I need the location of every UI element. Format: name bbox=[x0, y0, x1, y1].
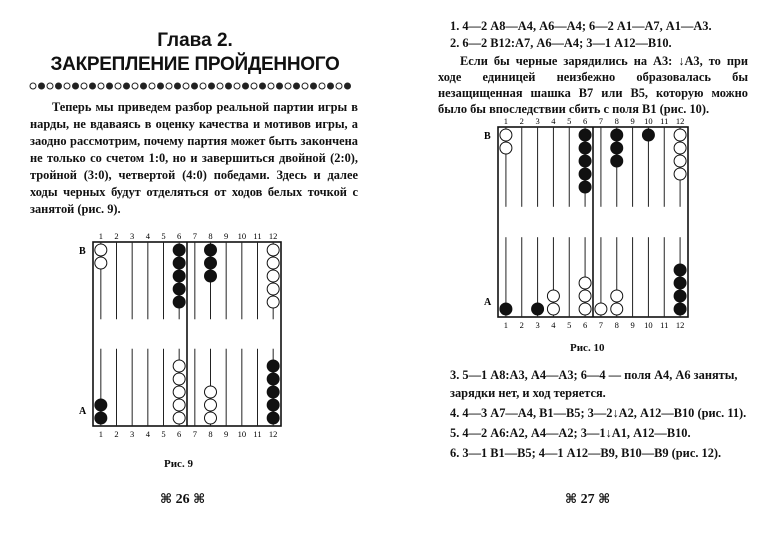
ornament-icon: ⌘ bbox=[598, 492, 611, 507]
white-checker bbox=[173, 399, 185, 411]
white-checker bbox=[205, 386, 217, 398]
white-checker bbox=[95, 244, 107, 256]
column-label-top: 7 bbox=[598, 116, 604, 126]
row-label-bottom: А bbox=[79, 406, 87, 417]
divider-dot bbox=[81, 83, 87, 89]
column-label-top: 12 bbox=[675, 116, 685, 126]
white-checker bbox=[173, 373, 185, 385]
page-number-footer bbox=[160, 492, 205, 508]
explanation-block bbox=[438, 53, 748, 117]
column-label-top: 3 bbox=[130, 231, 135, 241]
column-label-top: 4 bbox=[145, 231, 150, 241]
black-checker bbox=[579, 129, 591, 141]
white-checker bbox=[674, 168, 686, 180]
divider-dot bbox=[217, 83, 223, 89]
chapter-subtitle: ЗАКРЕПЛЕНИЕ ПРОЙДЕННОГО bbox=[50, 54, 340, 75]
divider-dot bbox=[251, 83, 257, 89]
black-checker bbox=[205, 257, 217, 269]
move-line: 6. 3—1 В1—В5; 4—1 А12—В9, В10—В9 (рис. 12). bbox=[450, 446, 722, 460]
ornament-icon: ⌘ bbox=[565, 492, 578, 507]
left-page bbox=[0, 0, 390, 540]
black-checker bbox=[611, 155, 623, 167]
black-checker bbox=[267, 399, 279, 411]
figure-caption: Рис. 10 bbox=[570, 342, 605, 354]
black-checker bbox=[173, 270, 185, 282]
divider-dot bbox=[234, 83, 240, 89]
right-page bbox=[390, 0, 781, 540]
column-label-bottom: 10 bbox=[644, 320, 653, 330]
backgammon-board-figure-10 bbox=[480, 113, 692, 331]
divider-dot bbox=[30, 83, 36, 89]
black-checker bbox=[173, 257, 185, 269]
column-label-bottom: 7 bbox=[598, 320, 604, 330]
black-checker bbox=[267, 360, 279, 372]
black-checker bbox=[173, 296, 185, 308]
black-checker bbox=[611, 142, 623, 154]
column-label-bottom: 8 bbox=[208, 429, 213, 439]
black-checker bbox=[579, 155, 591, 167]
move-line: 2. 6—2 В12:А7, А6—А4; 3—1 А12—В10. bbox=[450, 36, 672, 50]
divider-dot bbox=[319, 83, 325, 89]
column-label-bottom: 9 bbox=[224, 429, 229, 439]
column-label-top: 5 bbox=[161, 231, 166, 241]
divider-dot bbox=[200, 83, 206, 89]
divider-dot bbox=[98, 83, 104, 89]
column-label-bottom: 12 bbox=[675, 320, 685, 330]
divider-dot bbox=[124, 83, 130, 89]
divider-dot bbox=[90, 83, 96, 89]
column-label-top: 3 bbox=[535, 116, 540, 126]
column-label-bottom: 1 bbox=[503, 320, 509, 330]
column-label-top: 4 bbox=[551, 116, 556, 126]
column-label-bottom: 9 bbox=[630, 320, 635, 330]
divider-dot bbox=[141, 83, 147, 89]
black-checker bbox=[267, 412, 279, 424]
column-label-bottom: 4 bbox=[145, 429, 150, 439]
column-label-top: 2 bbox=[519, 116, 524, 126]
column-label-bottom: 8 bbox=[614, 320, 619, 330]
black-checker bbox=[579, 181, 591, 193]
black-checker bbox=[579, 142, 591, 154]
column-label-top: 6 bbox=[582, 116, 588, 126]
white-checker bbox=[205, 399, 217, 411]
column-label-top: 11 bbox=[253, 231, 262, 241]
divider-dot bbox=[73, 83, 79, 89]
black-checker bbox=[500, 303, 512, 315]
ornament-icon: ⌘ bbox=[193, 492, 206, 507]
column-label-top: 10 bbox=[237, 231, 247, 241]
black-checker bbox=[95, 412, 107, 424]
divider-dot bbox=[149, 83, 155, 89]
column-label-top: 1 bbox=[98, 231, 103, 241]
divider-dot bbox=[56, 83, 62, 89]
white-checker bbox=[267, 270, 279, 282]
divider-dot bbox=[175, 83, 181, 89]
black-checker bbox=[205, 270, 217, 282]
divider-dot bbox=[107, 83, 113, 89]
divider-dot bbox=[209, 83, 215, 89]
white-checker bbox=[674, 142, 686, 154]
divider-dot bbox=[328, 83, 334, 89]
column-label-top: 12 bbox=[268, 231, 278, 241]
white-checker bbox=[173, 360, 185, 372]
column-label-top: 8 bbox=[614, 116, 619, 126]
white-checker bbox=[173, 412, 185, 424]
decorative-dot-divider bbox=[28, 81, 358, 91]
black-checker bbox=[611, 129, 623, 141]
white-checker bbox=[611, 303, 623, 315]
column-label-bottom: 5 bbox=[161, 429, 166, 439]
column-label-bottom: 11 bbox=[253, 429, 262, 439]
white-checker bbox=[267, 296, 279, 308]
column-label-top: 9 bbox=[630, 116, 635, 126]
divider-dot bbox=[336, 83, 342, 89]
move-line: 1. 4—2 А8—А4, А6—А4; 6—2 А1—А7, А1—А3. bbox=[450, 19, 712, 33]
ornament-icon: ⌘ bbox=[160, 492, 173, 507]
white-checker bbox=[579, 277, 591, 289]
white-checker bbox=[611, 290, 623, 302]
black-checker bbox=[95, 399, 107, 411]
column-label-bottom: 6 bbox=[582, 320, 588, 330]
white-checker bbox=[173, 386, 185, 398]
body-paragraph-block bbox=[30, 99, 358, 218]
white-checker bbox=[579, 303, 591, 315]
white-checker bbox=[547, 290, 559, 302]
divider-dot bbox=[226, 83, 232, 89]
black-checker bbox=[674, 264, 686, 276]
figure-caption: Рис. 9 bbox=[164, 458, 193, 470]
divider-dot bbox=[302, 83, 308, 89]
divider-dot bbox=[345, 83, 351, 89]
black-checker bbox=[267, 386, 279, 398]
moves-list-bottom bbox=[450, 366, 770, 462]
page-number: 26 bbox=[175, 492, 190, 507]
divider-dot bbox=[64, 83, 70, 89]
column-label-top: 8 bbox=[208, 231, 213, 241]
move-line: 4. 4—3 А7—А4, В1—В5; 3—2↓А2, А12—В10 (рис. 11). bbox=[450, 406, 747, 420]
column-label-bottom: 12 bbox=[268, 429, 278, 439]
black-checker bbox=[674, 303, 686, 315]
black-checker bbox=[532, 303, 544, 315]
white-checker bbox=[500, 142, 512, 154]
white-checker bbox=[674, 129, 686, 141]
page-number: 27 bbox=[580, 492, 595, 507]
column-label-bottom: 11 bbox=[660, 320, 669, 330]
white-checker bbox=[595, 303, 607, 315]
move-line: 5. 4—2 А6:А2, А4—А2; 3—1↓А1, А12—В10. bbox=[450, 426, 691, 440]
body-paragraph: Теперь мы приведем разбор реальной партии игры в нарды, не вдаваясь в оценку качества и мотивов игры, а заодно рассмотрим, почему партия может быть закончена не только со счетом 1:0, но и завершиться двойной (2:0), тройной (3:0), четвертой (4:0) победами. Здесь и далее ходы черных будут отделяться от ходов белых точкой с занятой (рис. 9). bbox=[30, 100, 358, 216]
explanation-paragraph: Если бы черные зарядились на А3: ↓А3, то при ходе единицей неизбежно образовалась бы незащищенная шашка В7 или В5, которую можно было бы впоследствии сбить с поля В1 (рис. 10). bbox=[438, 54, 748, 116]
divider-dot bbox=[158, 83, 164, 89]
column-label-top: 11 bbox=[660, 116, 669, 126]
divider-dot bbox=[285, 83, 291, 89]
divider-dot bbox=[277, 83, 283, 89]
divider-dot bbox=[192, 83, 198, 89]
white-checker bbox=[267, 244, 279, 256]
white-checker bbox=[205, 412, 217, 424]
move-line: 3. 5—1 А8:А3, А4—А3; 6—4 — поля А4, А6 заняты, зарядки нет, и ход теряется. bbox=[450, 368, 738, 400]
divider-dot bbox=[183, 83, 189, 89]
black-checker bbox=[642, 129, 654, 141]
black-checker bbox=[173, 244, 185, 256]
white-checker bbox=[579, 290, 591, 302]
white-checker bbox=[547, 303, 559, 315]
column-label-bottom: 2 bbox=[519, 320, 524, 330]
divider-dot bbox=[294, 83, 300, 89]
column-label-top: 1 bbox=[503, 116, 509, 126]
column-label-top: 2 bbox=[114, 231, 119, 241]
column-label-bottom: 3 bbox=[535, 320, 540, 330]
black-checker bbox=[205, 244, 217, 256]
moves-list-top bbox=[450, 18, 750, 52]
column-label-top: 7 bbox=[192, 231, 197, 241]
backgammon-board-figure-9 bbox=[75, 228, 285, 440]
white-checker bbox=[674, 155, 686, 167]
column-label-bottom: 4 bbox=[551, 320, 556, 330]
row-label-bottom: А bbox=[484, 297, 492, 308]
column-label-top: 6 bbox=[177, 231, 182, 241]
row-label-top: В bbox=[79, 246, 86, 257]
divider-dot bbox=[39, 83, 45, 89]
black-checker bbox=[173, 283, 185, 295]
column-label-bottom: 7 bbox=[192, 429, 197, 439]
divider-dot bbox=[47, 83, 53, 89]
black-checker bbox=[674, 290, 686, 302]
page-number-footer bbox=[565, 492, 610, 508]
column-label-top: 5 bbox=[567, 116, 572, 126]
column-label-bottom: 6 bbox=[177, 429, 182, 439]
white-checker bbox=[95, 257, 107, 269]
column-label-bottom: 10 bbox=[237, 429, 247, 439]
chapter-title: Глава 2. bbox=[157, 30, 233, 51]
column-label-bottom: 2 bbox=[114, 429, 119, 439]
divider-dot bbox=[268, 83, 274, 89]
black-checker bbox=[674, 277, 686, 289]
row-label-top: В bbox=[484, 131, 491, 142]
white-checker bbox=[267, 283, 279, 295]
divider-dot bbox=[132, 83, 138, 89]
divider-dot bbox=[166, 83, 172, 89]
white-checker bbox=[267, 257, 279, 269]
column-label-bottom: 1 bbox=[98, 429, 103, 439]
black-checker bbox=[579, 168, 591, 180]
divider-dot bbox=[243, 83, 249, 89]
column-label-bottom: 3 bbox=[130, 429, 135, 439]
white-checker bbox=[500, 129, 512, 141]
black-checker bbox=[267, 373, 279, 385]
column-label-top: 10 bbox=[644, 116, 653, 126]
divider-dot bbox=[311, 83, 317, 89]
divider-dot bbox=[260, 83, 266, 89]
column-label-bottom: 5 bbox=[567, 320, 572, 330]
divider-dot bbox=[115, 83, 121, 89]
column-label-top: 9 bbox=[224, 231, 229, 241]
